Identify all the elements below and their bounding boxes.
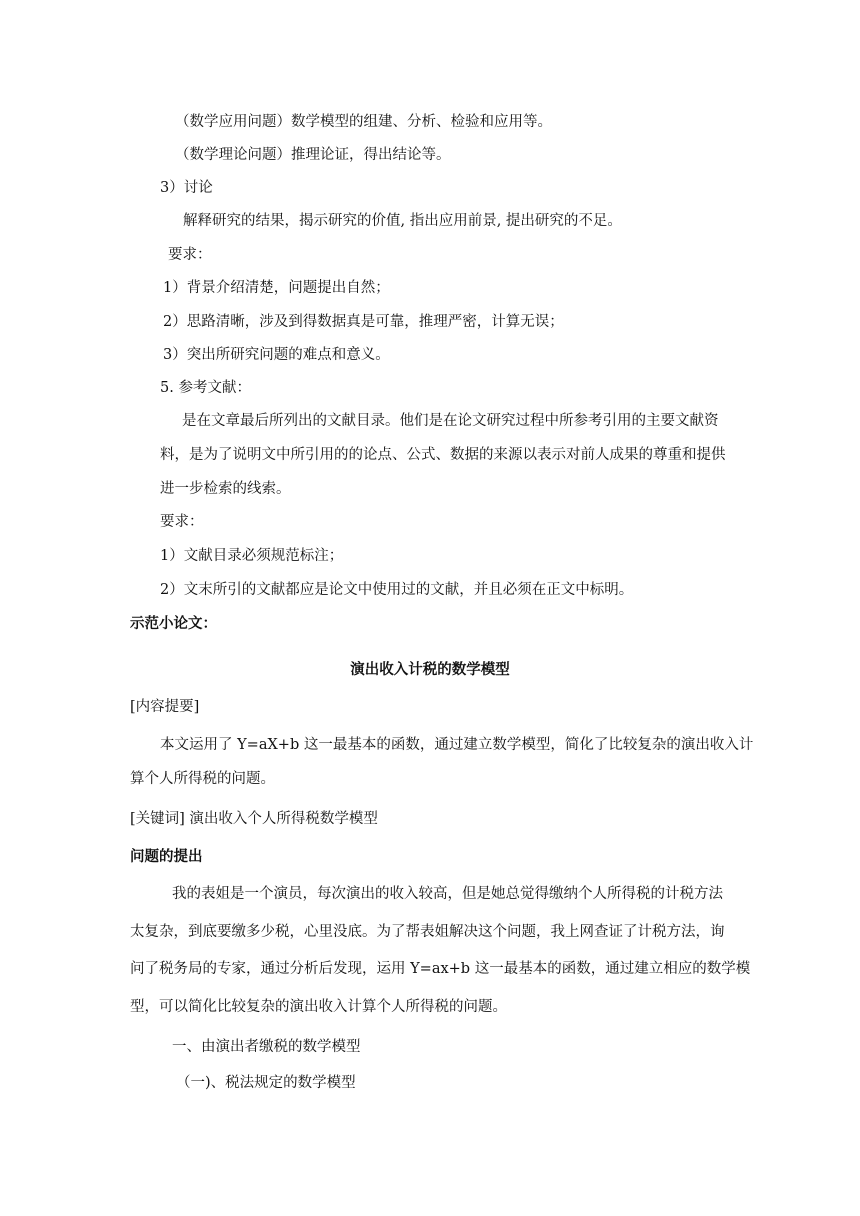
abstract-line: 本文运用了 Y=aX+b 这一最基本的函数，通过建立数学模型，简化了比较复杂的演出收入计 (160, 737, 754, 753)
abstract-line: 算个人所得税的问题。 (130, 771, 275, 787)
abstract-heading: [内容提要] (130, 699, 200, 715)
paragraph-line: （数学应用问题）数学模型的组建、分析、检验和应用等。 (175, 114, 552, 130)
paragraph-line: 问了税务局的专家，通过分析后发现，运用 Y=ax+b 这一最基本的函数，通过建立相应的数学模 (130, 961, 751, 977)
chapter-heading: 一、由演出者缴税的数学模型 (172, 1039, 361, 1055)
paragraph-line: 料，是为了说明文中所引用的的论点、公式、数据的来源以表示对前人成果的尊重和提供 (160, 447, 726, 463)
list-item: 1）文献目录必须规范标注； (160, 548, 344, 564)
paragraph-line: 进一步检索的线索。 (160, 481, 291, 497)
list-item: 2）文末所引的文献都应是论文中使用过的文献，并且必须在正文中标明。 (160, 582, 634, 598)
keywords-line: [关键词] 演出收入个人所得税数学模型 (130, 811, 378, 827)
paragraph-line: （数学理论问题）推理论证，得出结论等。 (175, 147, 451, 163)
paragraph-line: 型，可以简化比较复杂的演出收入计算个人所得税的问题。 (130, 999, 507, 1015)
paragraph-line: 是在文章最后所列出的文献目录。他们是在论文研究过程中所参考引用的主要文献资 (182, 413, 719, 429)
section-heading: 3）讨论 (160, 180, 213, 196)
list-item: 2）思路清晰，涉及到得数据真是可靠，推理严密，计算无误； (163, 314, 564, 330)
requirements-label: 要求： (160, 514, 204, 530)
requirements-label: 要求： (168, 247, 212, 263)
paragraph-line: 解释研究的结果，揭示研究的价值, 指出应用前景, 提出研究的不足。 (183, 213, 622, 229)
essay-title: 演出收入计税的数学模型 (350, 662, 510, 678)
paragraph-line: 太复杂，到底要缴多少税，心里没底。为了帮表姐解决这个问题，我上网查证了计税方法，询 (130, 924, 725, 940)
list-item: 3）突出所研究问题的难点和意义。 (163, 347, 390, 363)
sample-essay-heading: 示范小论文： (130, 616, 217, 632)
paragraph-line: 我的表姐是一个演员，每次演出的收入较高，但是她总觉得缴纳个人所得税的计税方法 (172, 886, 723, 902)
section-heading: 5. 参考文献： (160, 380, 251, 396)
list-item: 1）背景介绍清楚，问题提出自然； (163, 280, 390, 296)
subsection-heading: （一)、税法规定的数学模型 (176, 1075, 356, 1091)
problem-heading: 问题的提出 (130, 849, 203, 865)
